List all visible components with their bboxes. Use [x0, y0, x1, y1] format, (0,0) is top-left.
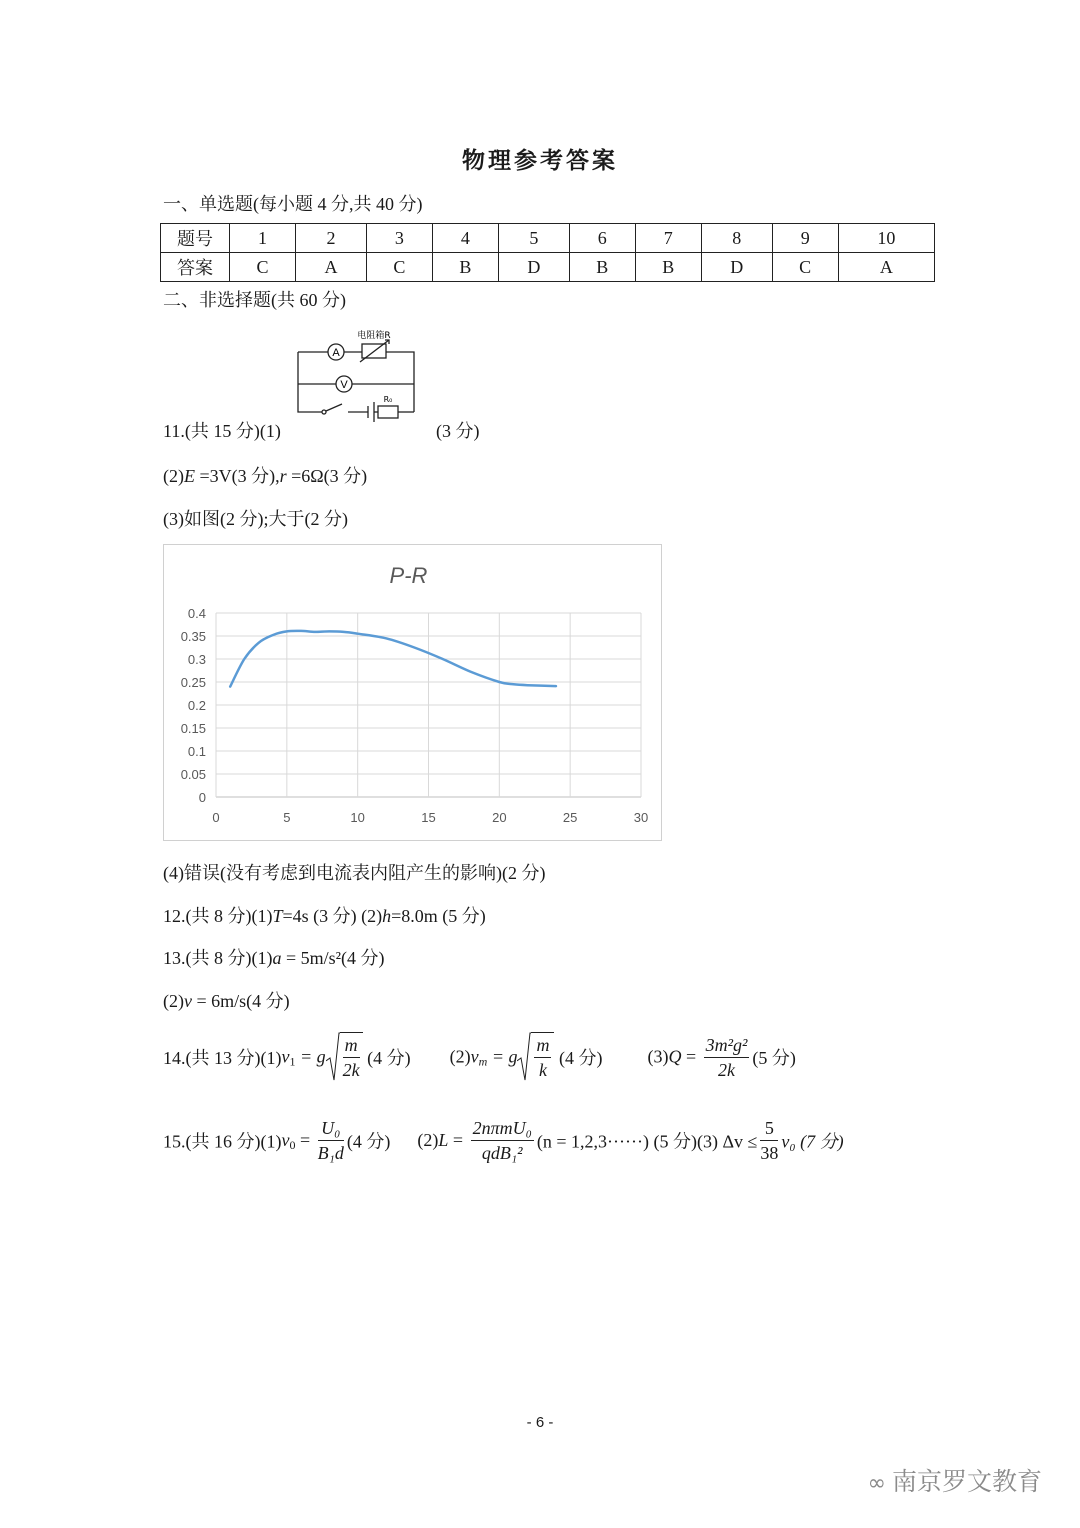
y-tick-label: 0.1 — [187, 744, 206, 759]
length-symbol: L — [438, 1130, 449, 1150]
q15-frac3-numerator: 5 — [760, 1116, 778, 1141]
period-symbol: T — [272, 906, 283, 926]
v0-subscript: 0 — [289, 1138, 296, 1153]
q11-part4: (4)错误(没有考虑到电流表内阻产生的影响)(2 分) — [163, 863, 546, 883]
y-tick-label: 0.4 — [187, 606, 206, 621]
vm-symbol: v — [470, 1046, 479, 1067]
q12-label: 12.(共 8 分)(1) — [163, 906, 273, 926]
r0-label: R₀ — [383, 395, 393, 404]
height-symbol: h — [382, 906, 392, 926]
y-tick-label: 0.25 — [180, 675, 206, 690]
q12-height-value: =8.0m (5 分) — [391, 906, 486, 926]
frac1-denominator: 2k — [342, 1060, 360, 1080]
y-tick-label: 0.2 — [187, 698, 206, 713]
q14-score1: (4 分) — [367, 1048, 411, 1068]
section-non-choice-heading: 二、非选择题(共 60 分) — [163, 290, 346, 310]
table-cell: 2 — [295, 224, 366, 253]
answer-table — [160, 223, 935, 282]
circuit-diagram — [290, 326, 420, 426]
q14-part3-label: (3) — [647, 1046, 669, 1067]
q13-velocity-value: = 6m/s(4 分) — [192, 991, 290, 1011]
q11-part2 — [163, 462, 367, 488]
pr-chart-frame — [163, 544, 662, 841]
resistance-symbol: r — [279, 466, 287, 486]
table-cell: A — [838, 253, 934, 282]
y-tick-label: 0.15 — [180, 721, 206, 736]
q14-answer: 14.(共 13 分)$(1)v_1 = g$ $\frac{m}{2k}$ (4 分) $(2)v_m = g$ $\frac{m}{k}$ (4 分) (3)Q = $\frac{\text{3m²g²}}{2k}$ (5 分) — [163, 1032, 796, 1082]
q15-condition: (n = 1,2,3······) (5 分)(3) Δv ≤ — [536, 1131, 758, 1152]
frac2-numerator: m — [534, 1033, 551, 1058]
x-tick-label: 20 — [492, 810, 507, 825]
frac1-numerator: m — [343, 1033, 360, 1058]
q13-acceleration-value: = 5m/s²(4 分) — [281, 948, 385, 968]
vm-subscript: m — [478, 1054, 488, 1069]
q11-resistance-value: =6Ω(3 分) — [286, 466, 368, 486]
q15-frac2-numerator: 2nπmU₀ — [471, 1116, 534, 1141]
table-row-numbers — [161, 224, 935, 253]
acceleration-symbol: a — [272, 948, 282, 968]
pr-chart — [164, 545, 661, 840]
watermark — [868, 1462, 1042, 1498]
q13-label: 13.(共 8 分)(1) — [163, 948, 273, 968]
table-header-answer: 答案 — [161, 253, 230, 282]
chart-title: P-R — [389, 563, 428, 588]
table-cell: 10 — [838, 224, 934, 253]
q15-score1: (4 分) — [346, 1131, 391, 1152]
q15-tail: v₀ (7 分) — [781, 1131, 844, 1152]
q15-frac3-denominator: 38 — [760, 1143, 779, 1163]
sqrt-2 — [517, 1032, 554, 1082]
emf-symbol: E — [184, 466, 195, 486]
table-row-answers — [161, 253, 935, 282]
q11-part3: (3)如图(2 分);大于(2 分) — [163, 509, 348, 529]
table-cell: 8 — [701, 224, 772, 253]
q11-part1: 11.(共 15 分)(1) — [163, 421, 281, 441]
table-header-number: 题号 — [161, 224, 230, 253]
table-cell: 6 — [569, 224, 635, 253]
frac3-denominator: 2k — [718, 1059, 736, 1080]
section-single-choice-heading: 一、单选题(每小题 4 分,共 40 分) — [163, 194, 423, 214]
sqrt-1 — [326, 1032, 363, 1082]
x-tick-label: 30 — [633, 810, 649, 825]
q14-eq2: = g — [487, 1046, 518, 1067]
q15-frac1-numerator: U₀ — [318, 1116, 344, 1141]
table-cell: 5 — [498, 224, 569, 253]
velocity-symbol: v — [184, 991, 192, 1011]
q11-part2-label: (2) — [163, 466, 184, 486]
q13-part1 — [163, 944, 385, 970]
table-cell: 1 — [230, 224, 296, 253]
q13-part2-label: (2) — [163, 991, 184, 1011]
table-cell: 3 — [366, 224, 432, 253]
q15-part2-label: (2) — [417, 1130, 439, 1150]
q11-emf-value: =3V(3 分), — [195, 466, 280, 486]
v1-symbol: v — [281, 1046, 290, 1067]
x-tick-label: 5 — [283, 810, 291, 825]
v0-symbol: v — [281, 1130, 290, 1150]
q11-part1-score: (3 分) — [436, 421, 480, 441]
table-cell: D — [701, 253, 772, 282]
x-tick-label: 0 — [212, 810, 220, 825]
voltmeter-symbol: V — [340, 379, 348, 391]
q14-score3: (5 分) — [752, 1048, 796, 1068]
q12-answer — [163, 902, 486, 928]
table-cell: C — [230, 253, 296, 282]
wechat-icon: ∞ — [867, 1471, 886, 1496]
q15-frac2-denominator: qdB₁² — [481, 1143, 523, 1163]
y-tick-label: 0.3 — [187, 652, 206, 667]
v1-subscript: 1 — [289, 1054, 296, 1069]
y-tick-label: 0 — [198, 790, 206, 805]
sqrt-icon — [326, 1032, 340, 1082]
x-tick-label: 15 — [421, 810, 436, 825]
page-number: - 6 - — [526, 1414, 554, 1431]
q15-label: 15.(共 16 分)(1) — [163, 1131, 282, 1152]
q12-period-value: =4s (3 分) (2) — [282, 906, 383, 926]
ammeter-symbol: A — [332, 347, 340, 359]
resistance-box-label: 电阻箱R — [357, 331, 391, 341]
frac2-denominator: k — [538, 1060, 547, 1080]
table-cell: C — [366, 253, 432, 282]
frac3-numerator: 3m²g² — [704, 1033, 750, 1058]
q15-frac1-denominator: B₁d — [317, 1143, 344, 1163]
q13-part2 — [163, 987, 290, 1013]
table-cell: B — [635, 253, 701, 282]
y-tick-label: 0.05 — [180, 767, 206, 782]
q15-answer: 15.(共 16 分)$(1)v_0$ = $\frac{\text{U₀}}{\text{B₁d}}$ (4 分) (2)L = $\frac{\text{2nπmU₀}}{\text{qdB₁²}}$ (n = 1,2,3······) (5 分)(3) Δv ≤ $\frac{5}{38}$ v₀ (7 分) — [163, 1118, 844, 1163]
x-tick-label: 10 — [350, 810, 365, 825]
table-cell: 9 — [772, 224, 838, 253]
q14-part2-label: (2) — [449, 1046, 471, 1067]
page-title: 物理参考答案 — [462, 148, 618, 173]
table-cell: 4 — [432, 224, 498, 253]
table-cell: B — [569, 253, 635, 282]
table-cell: 7 — [635, 224, 701, 253]
q14-score2: (4 分) — [558, 1048, 603, 1068]
table-cell: A — [295, 253, 366, 282]
sqrt-icon — [517, 1032, 531, 1082]
q14-eq1: = g — [295, 1046, 326, 1067]
y-tick-label: 0.35 — [180, 629, 206, 644]
q14-label: 14.(共 13 分)(1) — [163, 1048, 282, 1068]
table-cell: C — [772, 253, 838, 282]
watermark-text: 南京罗文教育 — [891, 1467, 1042, 1496]
x-tick-label: 25 — [562, 810, 578, 825]
table-cell: B — [432, 253, 498, 282]
table-cell: D — [498, 253, 569, 282]
heat-symbol: Q — [668, 1046, 682, 1067]
